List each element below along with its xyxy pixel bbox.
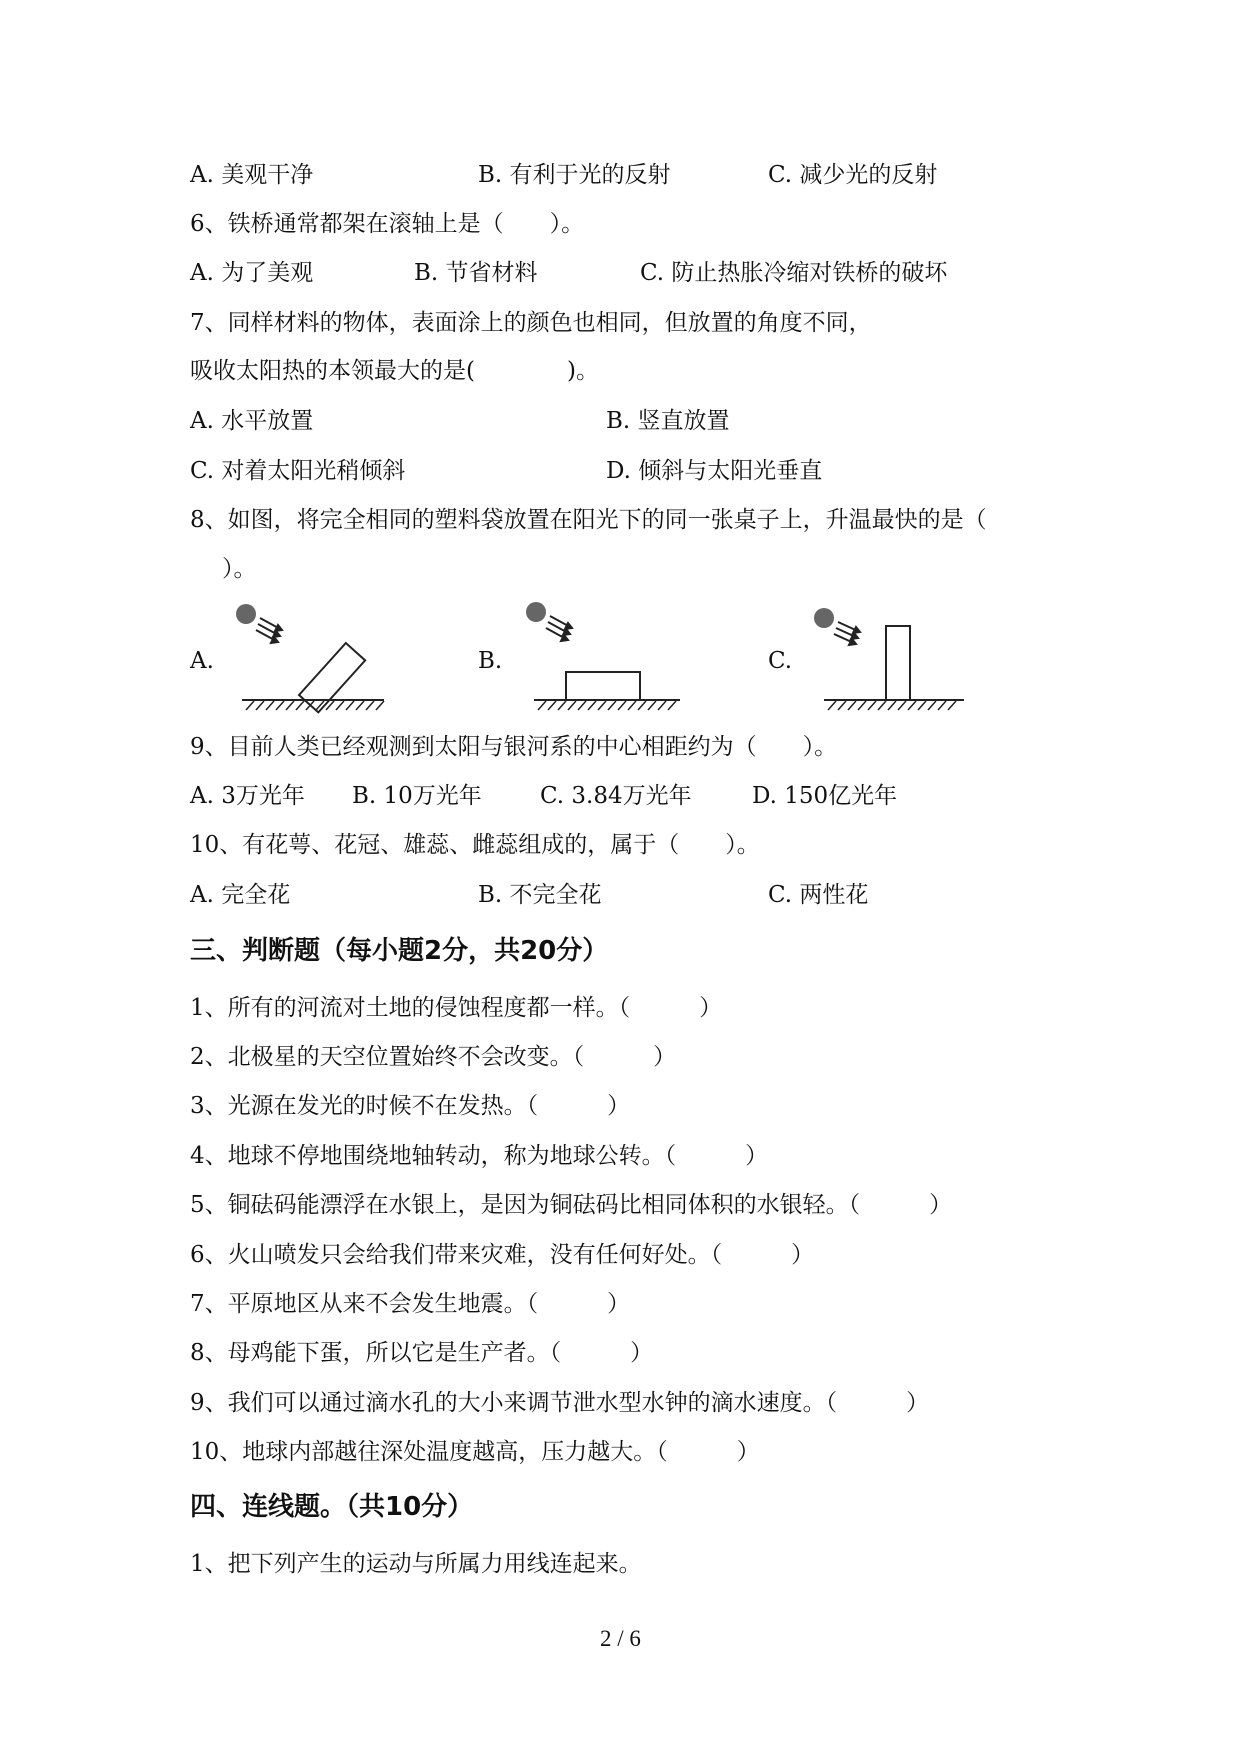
q8-figure-label-b: B. <box>478 648 503 674</box>
q8-figure-c-vertical-bag <box>810 600 970 715</box>
flat-plastic-bag <box>566 672 640 700</box>
q6-question: 6、铁桥通常都架在滚轴上是（ ）。 <box>190 211 585 237</box>
q9-option-b: B. 10万光年 <box>352 783 482 809</box>
section3-item-1: 1、所有的河流对土地的侵蚀程度都一样。（ ） <box>190 995 723 1021</box>
q8-figure-label-c: C. <box>768 648 793 674</box>
section3-item-8: 8、母鸡能下蛋，所以它是生产者。（ ） <box>190 1340 654 1366</box>
q6-option-b: B. 节省材料 <box>414 260 538 286</box>
q5-option-c: C. 减少光的反射 <box>768 162 938 188</box>
section3-item-3: 3、光源在发光的时候不在发热。（ ） <box>190 1093 631 1119</box>
sun-icon <box>814 608 834 628</box>
q5-option-a: A. 美观干净 <box>190 162 314 188</box>
q9-option-c: C. 3.84万光年 <box>540 783 692 809</box>
sun-icon <box>526 602 546 622</box>
q6-option-a: A. 为了美观 <box>190 260 314 286</box>
q6-option-c: C. 防止热胀冷缩对铁桥的破坏 <box>640 260 948 286</box>
section3-item-10: 10、地球内部越往深处温度越高，压力越大。（ ） <box>190 1439 760 1465</box>
q8-figure-label-a: A. <box>190 648 214 674</box>
q9-question: 9、目前人类已经观测到太阳与银河系的中心相距约为（ ）。 <box>190 734 838 760</box>
q7-option-b: B. 竖直放置 <box>606 408 730 434</box>
section3-item-6: 6、火山喷发只会给我们带来灾难，没有任何好处。（ ） <box>190 1242 815 1268</box>
section3-item-7: 7、平原地区从来不会发生地震。（ ） <box>190 1291 631 1317</box>
q8-figure-b-flat-bag <box>520 600 690 715</box>
q10-question: 10、有花萼、花冠、雄蕊、雌蕊组成的，属于（ ）。 <box>190 832 760 858</box>
q9-option-d: D. 150亿光年 <box>752 783 898 809</box>
q7-question-line2: 吸收太阳热的本领最大的是( )。 <box>190 358 599 384</box>
vertical-plastic-bag <box>886 626 910 700</box>
section3-item-4: 4、地球不停地围绕地轴转动，称为地球公转。（ ） <box>190 1143 769 1169</box>
tilted-plastic-bag <box>299 643 365 712</box>
page-number: 2 / 6 <box>600 1626 641 1651</box>
section3-item-5: 5、铜砝码能漂浮在水银上，是因为铜砝码比相同体积的水银轻。（ ） <box>190 1192 953 1218</box>
q7-option-c: C. 对着太阳光稍倾斜 <box>190 458 406 484</box>
q10-option-b: B. 不完全花 <box>478 882 602 908</box>
section4-item-1: 1、把下列产生的运动与所属力用线连起来。 <box>190 1551 642 1577</box>
q8-figure-a-tilted-bag <box>232 600 392 715</box>
q10-option-c: C. 两性花 <box>768 882 869 908</box>
q7-option-d: D. 倾斜与太阳光垂直 <box>606 458 823 484</box>
q8-question-line2: ）。 <box>222 556 257 582</box>
section3-item-9: 9、我们可以通过滴水孔的大小来调节泄水型水钟的滴水速度。（ ） <box>190 1390 930 1416</box>
sun-icon <box>236 604 256 624</box>
section4-heading: 四、连线题。（共10分） <box>190 1492 474 1522</box>
section3-heading: 三、判断题（每小题2分，共20分） <box>190 936 609 966</box>
q9-option-a: A. 3万光年 <box>190 783 305 809</box>
q8-question-line1: 8、如图，将完全相同的塑料袋放置在阳光下的同一张桌子上，升温最快的是（ <box>190 507 987 533</box>
q7-option-a: A. 水平放置 <box>190 408 314 434</box>
section3-item-2: 2、北极星的天空位置始终不会改变。（ ） <box>190 1044 677 1070</box>
q10-option-a: A. 完全花 <box>190 882 291 908</box>
q5-option-b: B. 有利于光的反射 <box>478 162 671 188</box>
q7-question-line1: 7、同样材料的物体，表面涂上的颜色也相同，但放置的角度不同， <box>190 310 872 336</box>
